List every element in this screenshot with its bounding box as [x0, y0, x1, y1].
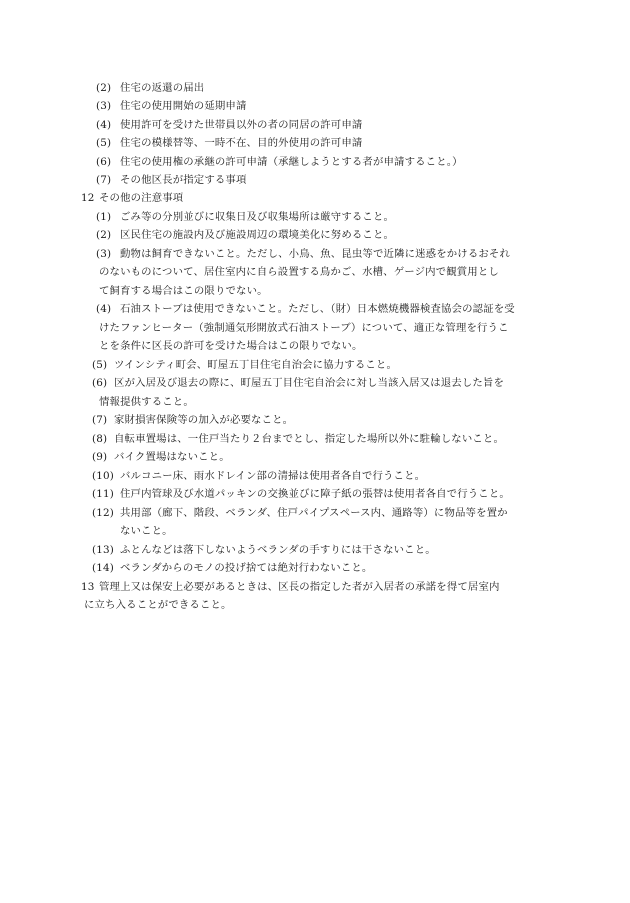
- list-item: (10) バルコニー床、雨水ドレイン部の清掃は使用者各自で行うこと。: [92, 470, 426, 482]
- list-item: (3) 動物は飼育できないこと。ただし、小鳥、魚、昆虫等で近隣に迷惑をかけるおそれ: [96, 248, 510, 260]
- list-item: (1) ごみ等の分別並びに収集日及び収集場所は厳守すること。: [96, 211, 395, 223]
- list-item: (6) 住宅の使用権の承継の許可申請（承継しようとする者が申請すること。）: [96, 156, 463, 168]
- list-item: (4) 石油ストーブは使用できないこと。ただし、（財）日本燃焼機器検査協会の認証を受: [96, 303, 515, 315]
- list-item: (7) その他区長が指定する事項: [96, 174, 247, 186]
- section-paragraph-continuation: に立ち入ることができること。: [84, 599, 232, 611]
- list-item: (2) 住宅の返還の届出: [96, 82, 205, 94]
- list-item: (6) 区が入居及び退去の際に、町屋五丁目住宅自治会に対し当該入居又は退去した旨を: [92, 377, 504, 389]
- list-item: (2) 区民住宅の施設内及び施設周辺の環境美化に努めること。: [96, 229, 395, 241]
- list-item-continuation: ないこと。: [120, 525, 173, 537]
- list-item: (11) 住戸内管球及び水道パッキンの交換並びに障子紙の張替は使用者各自で行うこと。: [92, 488, 510, 500]
- list-item: (7) 家財損害保険等の加入が必要なこと。: [92, 414, 294, 426]
- list-item: (12) 共用部（廊下、階段、ベランダ、住戸パイプスペース内、通路等）に物品等を置か: [92, 507, 508, 519]
- list-item: (9) バイク置場はないこと。: [92, 451, 230, 463]
- list-item: (3) 住宅の使用開始の延期申請: [96, 100, 247, 112]
- list-item: (5) 住宅の模様替等、一時不在、目的外使用の許可申請: [96, 137, 363, 149]
- list-item-continuation: けたファンヒーター（強制通気形開放式石油ストーブ）について、適正な管理を行うこ: [99, 322, 509, 334]
- list-item-continuation: とを条件に区長の許可を受けた場合はこの限りでない。: [99, 340, 363, 352]
- list-item-continuation: 情報提供すること。: [99, 396, 194, 408]
- list-item: (4) 使用許可を受けた世帯員以外の者の同居の許可申請: [96, 119, 363, 131]
- list-item-continuation: て飼育する場合はこの限りでない。: [99, 285, 268, 297]
- list-item: (14) ベランダからのモノの投げ捨ては絶対行わないこと。: [92, 562, 373, 574]
- list-item: (8) 自転車置場は、一住戸当たり２台までとし、指定した場所以外に駐輪しないこと。: [92, 433, 504, 445]
- section-paragraph: 13 管理上又は保安上必要があるときは、区長の指定した者が入居者の承諾を得て居室内: [81, 581, 500, 593]
- list-item: (13) ふとんなどは落下しないようベランダの手すりには干さないこと。: [92, 544, 436, 556]
- list-item-continuation: のないものについて、居住室内に自ら設置する鳥かご、水槽、ゲージ内で観賞用とし: [99, 266, 499, 278]
- section-heading: 12 その他の注意事項: [81, 192, 184, 204]
- list-item: (5) ツインシティ町会、町屋五丁目住宅自治会に協力すること。: [92, 359, 397, 371]
